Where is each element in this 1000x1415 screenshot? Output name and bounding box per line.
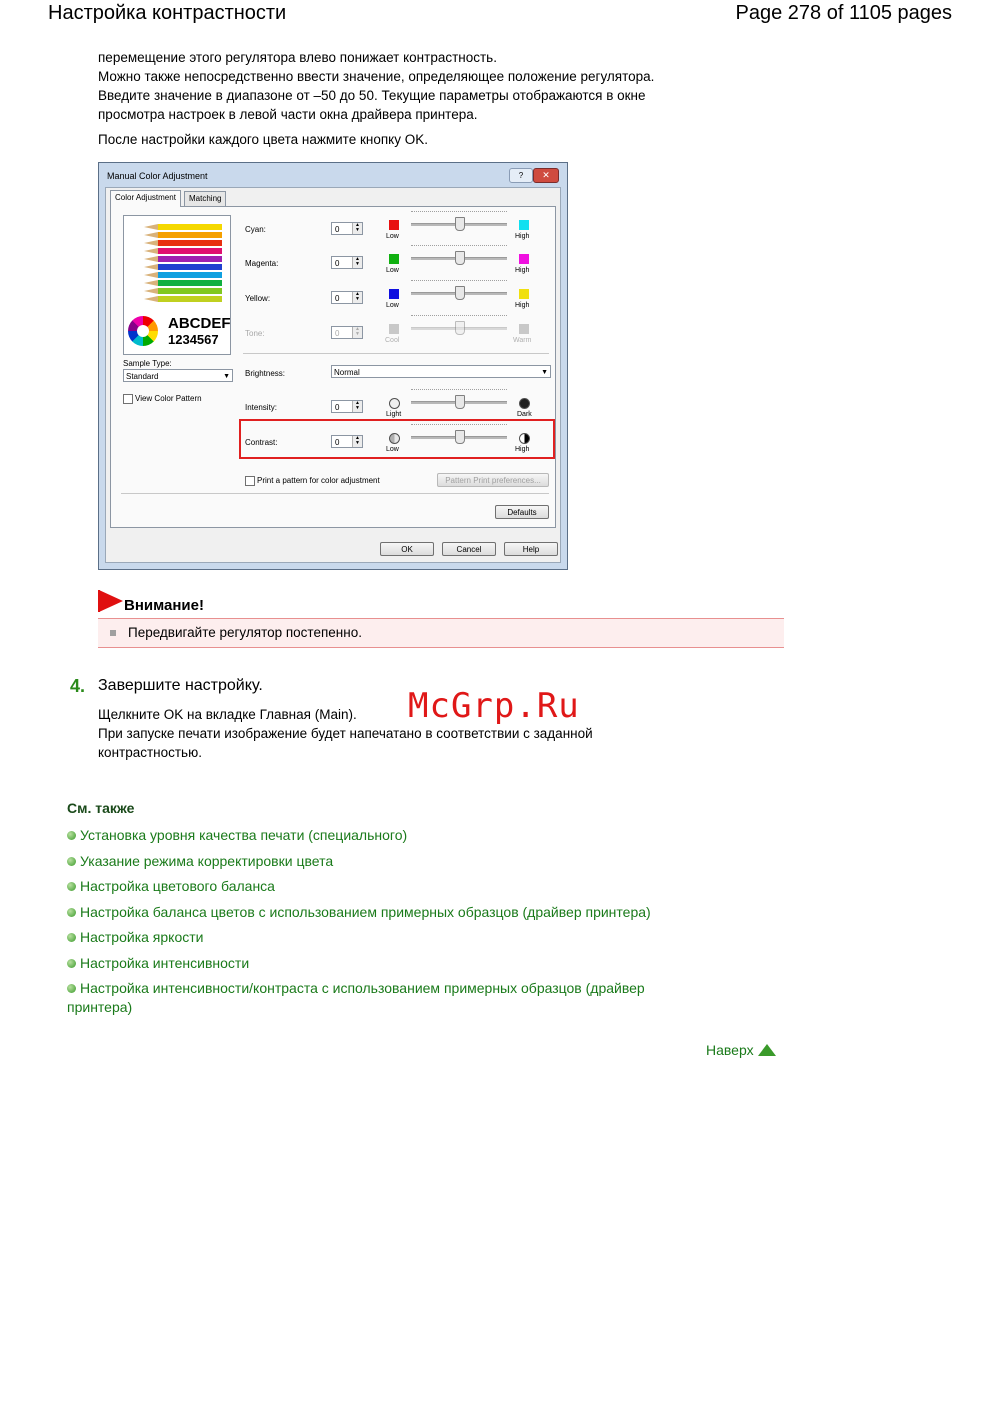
link-text: Настройка баланса цветов с использованием примерных образцов (драйвер принтера) <box>80 903 651 920</box>
tab-color-adjustment[interactable]: Color Adjustment <box>110 190 181 207</box>
bullet-icon <box>67 831 76 840</box>
chevron-down-icon: ▼ <box>541 369 548 376</box>
intro-after: После настройки каждого цвета нажмите кнопку OK. <box>98 132 428 147</box>
yellow-low-swatch <box>389 289 399 299</box>
spin-arrows-icon[interactable]: ▲ ▼ <box>352 292 362 303</box>
yellow-low-label: Low <box>386 302 399 309</box>
yellow-spinbox[interactable] <box>331 291 363 304</box>
slider-ticks <box>411 245 507 249</box>
see-also-link[interactable] <box>67 928 707 947</box>
link-text: Настройка цветового баланса <box>80 878 275 894</box>
see-also-link[interactable] <box>67 979 707 1017</box>
see-also-links <box>67 826 707 1024</box>
settings-preview <box>123 215 231 355</box>
light-circle-icon <box>389 398 400 409</box>
sample-type-select[interactable] <box>123 369 233 382</box>
tone-low-swatch <box>389 324 399 334</box>
magenta-spinbox[interactable] <box>331 256 363 269</box>
bullet-icon <box>110 630 116 636</box>
page-number: Page 278 of 1105 pages <box>735 2 952 24</box>
flag-pole <box>98 590 100 612</box>
slider-ticks <box>411 280 507 284</box>
tab-matching[interactable]: Matching <box>184 191 226 206</box>
magenta-value: 0 <box>335 259 340 268</box>
pencil-icon <box>144 248 222 254</box>
bullet-icon <box>67 984 76 993</box>
defaults-button[interactable]: Defaults <box>495 505 549 519</box>
yellow-slider-thumb[interactable] <box>455 286 465 300</box>
slider-ticks <box>411 424 507 428</box>
pattern-print-preferences-button[interactable]: Pattern Print preferences... <box>437 473 549 487</box>
tone-value: 0 <box>335 329 340 338</box>
divider <box>121 493 549 494</box>
link-text: Установка уровня качества печати (специального) <box>80 827 408 843</box>
bullet-icon <box>67 882 76 891</box>
ok-button[interactable]: OK <box>380 542 434 556</box>
see-also-title: См. также <box>67 800 135 816</box>
close-icon[interactable]: ✕ <box>533 168 559 183</box>
tone-label: Tone: <box>245 329 265 338</box>
intensity-slider-thumb[interactable] <box>455 395 465 409</box>
cyan-value: 0 <box>335 225 340 234</box>
spin-arrows-icon[interactable]: ▲ ▼ <box>352 223 362 234</box>
intro-line: перемещение этого регулятора влево понижает контрастность. <box>98 50 497 65</box>
dialog-body <box>105 187 561 563</box>
intro-line: Можно также непосредственно ввести значение, определяющее положение регулятора. <box>98 69 655 84</box>
step-body <box>98 705 698 762</box>
tone-slider-thumb[interactable] <box>455 321 465 335</box>
slider-ticks <box>411 315 507 319</box>
brightness-select[interactable] <box>331 365 551 378</box>
contrast-high-label: High <box>515 446 530 453</box>
cyan-high-swatch <box>519 220 529 230</box>
sample-type-value: Standard <box>126 372 159 381</box>
intensity-high-label: Dark <box>517 411 532 418</box>
cyan-slider-thumb[interactable] <box>455 217 465 231</box>
back-to-top-label: Наверх <box>706 1042 754 1058</box>
brightness-label: Brightness: <box>245 369 286 378</box>
spin-arrows-icon[interactable]: ▲ ▼ <box>352 257 362 268</box>
preview-letters: ABCDEF <box>168 315 231 332</box>
page-header-title: Настройка контрастности <box>48 2 287 24</box>
link-text: Указание режима корректировки цвета <box>80 852 334 869</box>
bullet-icon <box>67 959 76 968</box>
cyan-label: Cyan: <box>245 225 266 234</box>
step-title: Завершите настройку. <box>98 677 263 694</box>
yellow-label: Yellow: <box>245 294 271 303</box>
back-to-top-link[interactable] <box>706 1042 776 1058</box>
contrast-label: Contrast: <box>245 438 278 447</box>
link-text: Настройка интенсивности/контраста с использованием примерных образцов (драйвер принтера) <box>67 980 645 1015</box>
intensity-spinbox[interactable] <box>331 400 363 413</box>
step-line: Щелкните OK на вкладке Главная (Main). <box>98 707 357 722</box>
see-also-link[interactable] <box>67 954 707 973</box>
pencil-icon <box>144 296 222 302</box>
tone-spinbox[interactable] <box>331 326 363 339</box>
divider <box>243 353 549 354</box>
cancel-button[interactable]: Cancel <box>442 542 496 556</box>
preview-digits: 1234567 <box>168 332 219 347</box>
print-pattern-checkbox[interactable] <box>245 476 255 486</box>
magenta-high-swatch <box>519 254 529 264</box>
intensity-value: 0 <box>335 403 340 412</box>
view-color-pattern-checkbox[interactable] <box>123 394 133 404</box>
watermark: McGrp.Ru <box>408 686 580 726</box>
dialog-titlebar <box>99 163 567 187</box>
magenta-low-swatch <box>389 254 399 264</box>
up-arrow-icon <box>758 1044 776 1056</box>
tab-panel <box>110 206 556 528</box>
contrast-slider-thumb[interactable] <box>455 430 465 444</box>
slider-ticks <box>411 389 507 393</box>
cyan-high-label: High <box>515 233 530 240</box>
cyan-spinbox[interactable] <box>331 222 363 235</box>
magenta-low-label: Low <box>386 267 399 274</box>
flag-icon <box>99 590 123 612</box>
dialog-title: Manual Color Adjustment <box>107 171 208 181</box>
pencil-icon <box>144 280 222 286</box>
spin-arrows-icon[interactable]: ▲ ▼ <box>352 327 362 338</box>
sample-type-label: Sample Type: <box>123 359 172 368</box>
attention-title: Внимание! <box>124 597 204 614</box>
intensity-low-label: Light <box>386 411 402 418</box>
contrast-spinbox[interactable] <box>331 435 363 448</box>
intro-line: Введите значение в диапазоне от –50 до 50. Текущие параметры отображаются в окне <box>98 88 646 103</box>
tone-low-label: Cool <box>385 337 400 344</box>
contrast-low-label: Low <box>386 446 399 453</box>
tone-high-label: Warm <box>513 337 532 344</box>
link-text: Настройка интенсивности <box>80 954 250 971</box>
attention-box <box>98 618 784 648</box>
help-button[interactable]: Help <box>504 542 558 556</box>
cyan-low-swatch <box>389 220 399 230</box>
chevron-down-icon: ▼ <box>223 373 230 380</box>
high-contrast-icon <box>519 433 530 444</box>
view-color-pattern-label: View Color Pattern <box>135 394 202 403</box>
contrast-value: 0 <box>335 438 340 447</box>
pencil-icon <box>144 272 222 278</box>
cyan-low-label: Low <box>386 233 399 240</box>
magenta-slider-thumb[interactable] <box>455 251 465 265</box>
print-pattern-label: Print a pattern for color adjustment <box>257 476 380 485</box>
magenta-high-label: High <box>515 267 530 274</box>
see-also-link[interactable] <box>67 852 707 871</box>
see-also-link[interactable] <box>67 903 707 922</box>
color-wheel-icon <box>128 316 158 346</box>
bullet-icon <box>67 908 76 917</box>
pencil-icon <box>144 232 222 238</box>
attention-item: Передвигайте регулятор постепенно. <box>128 625 362 640</box>
slider-ticks <box>411 211 507 215</box>
intro-text <box>98 48 738 149</box>
intro-line: просмотра настроек в левой части окна драйвера принтера. <box>98 107 478 122</box>
link-text: Настройка яркости <box>80 929 204 945</box>
brightness-value: Normal <box>334 368 360 377</box>
low-contrast-icon <box>389 433 400 444</box>
step-line: При запуске печати изображение будет напечатано в соответствии с заданной <box>98 726 593 741</box>
tone-high-swatch <box>519 324 529 334</box>
spin-arrows-icon[interactable]: ▲ ▼ <box>352 436 362 447</box>
help-icon[interactable]: ? <box>509 168 533 183</box>
see-also-link[interactable] <box>67 877 707 896</box>
spin-arrows-icon[interactable]: ▲ ▼ <box>352 401 362 412</box>
bullet-icon <box>67 933 76 942</box>
yellow-value: 0 <box>335 294 340 303</box>
step-number: 4. <box>70 676 86 696</box>
magenta-label: Magenta: <box>245 259 279 268</box>
pencil-icon <box>144 256 222 262</box>
pencil-icon <box>144 224 222 230</box>
yellow-high-label: High <box>515 302 530 309</box>
manual-color-adjustment-dialog <box>98 162 568 570</box>
pencil-icon <box>144 240 222 246</box>
yellow-high-swatch <box>519 289 529 299</box>
step-line: контрастностью. <box>98 745 202 760</box>
dark-circle-icon <box>519 398 530 409</box>
bullet-icon <box>67 857 76 866</box>
pencil-icon <box>144 288 222 294</box>
see-also-link[interactable] <box>67 826 707 845</box>
pencil-icon <box>144 264 222 270</box>
intensity-label: Intensity: <box>245 403 278 412</box>
